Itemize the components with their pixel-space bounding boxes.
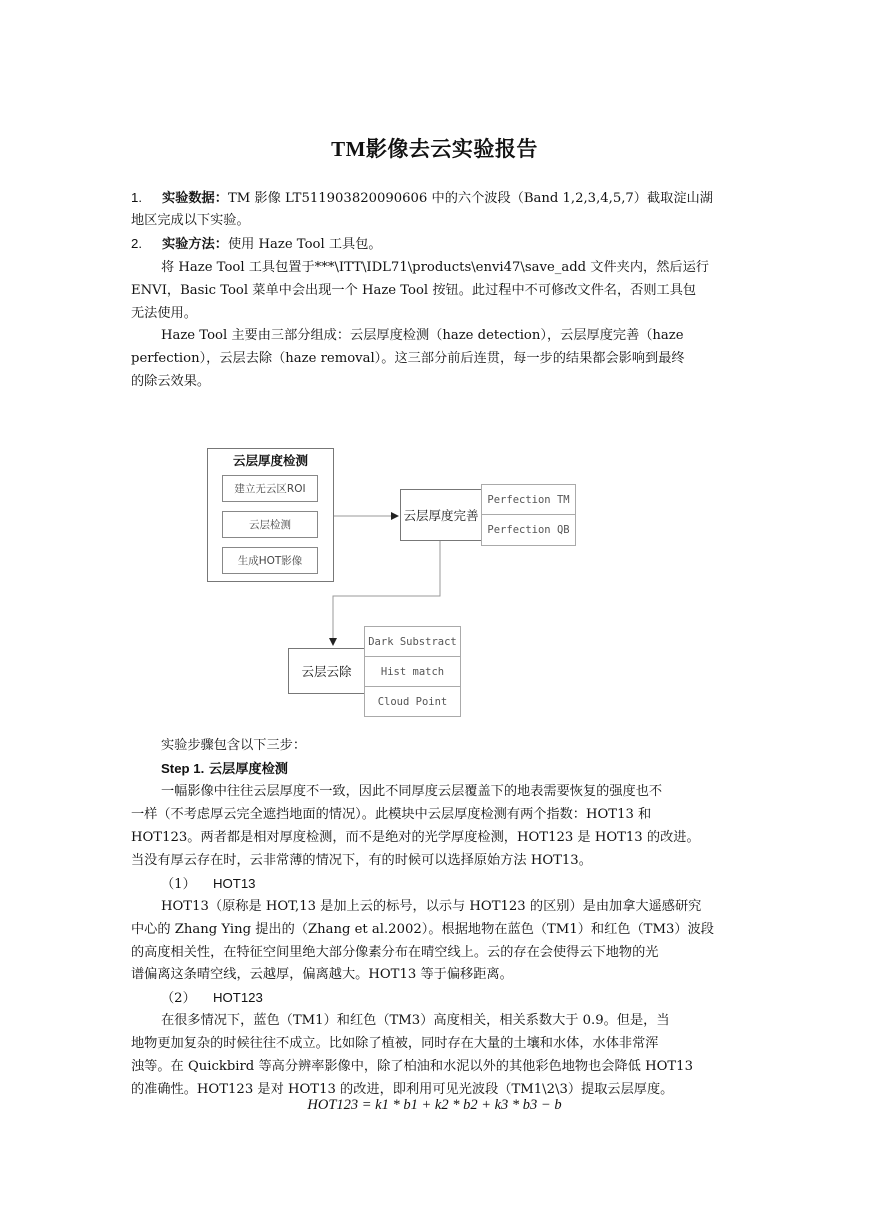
item1-text: TM 影像 LT511903820090606 中的六个波段（Band 1,2,3,4,5,7）截取淀山湖	[227, 191, 713, 206]
hot123-formula: HOT123 = k1 * b1 + k2 * b2 + k3 * b3 − b	[307, 1097, 562, 1113]
sub1-line1: HOT13（原称是 HOT,13 是加上云的标号，以示与 HOT123 的区别）是由加拿大遥感研究	[161, 899, 702, 914]
detection-title: 云层厚度检测	[232, 453, 308, 468]
para1-line2: ENVI，Basic Tool 菜单中会出现一个 Haze Tool 按钮。此过程中不可修改文件名，否则工具包	[131, 283, 697, 298]
sub2-line1: 在很多情况下，蓝色（TM1）和红色（TM3）高度相关，相关系数大于 0.9。但是，当	[161, 1013, 670, 1028]
item1-number: 1.	[131, 190, 142, 205]
para1-line3: 无法使用。	[131, 306, 197, 321]
detection-step-1: 建立无云区ROI	[222, 475, 318, 502]
sub2-heading	[161, 987, 263, 1011]
item2-number: 2.	[131, 236, 142, 251]
removal-title: 云层云除	[301, 664, 352, 679]
steps-intro: 实验步骤包含以下三步：	[161, 738, 307, 753]
sub1-heading	[161, 873, 256, 897]
step1-heading	[131, 758, 738, 782]
report-title: TM影像去云实验报告	[331, 137, 538, 161]
sub1-label: HOT13	[213, 876, 256, 891]
removal-box	[288, 648, 365, 694]
step1-heading-text: 云层厚度检测	[208, 762, 288, 777]
sub2-line3: 浊等。在 Quickbird 等高分辨率影像中，除了柏油和水泥以外的其他彩色地物也会降低 HOT13	[131, 1059, 693, 1074]
sub2-line4: 的准确性。HOT123 是对 HOT13 的改进，即利用可见光波段（TM1\2\3）提取云层厚度。	[131, 1082, 674, 1097]
sub2-line2: 地物更加复杂的时候往往不成立。比如除了植被，同时存在大量的土壤和水体，水体非常浑	[131, 1036, 659, 1051]
step1-para-line4: 当没有厚云存在时，云非常薄的情况下，有的时候可以选择原始方法 HOT13。	[131, 853, 592, 868]
para2-line2: perfection），云层去除（haze removal）。这三部分前后连贯，每一步的结果都会影响到最终	[131, 351, 685, 366]
item1-label: 实验数据：	[162, 191, 228, 206]
perfection-option-2: Perfection QB	[482, 515, 575, 545]
sub2-label: HOT123	[213, 990, 263, 1005]
step1-heading-prefix: Step 1.	[161, 761, 205, 776]
sub2-marker: （2）	[161, 991, 196, 1006]
para1-line1: 将 Haze Tool 工具包置于***\ITT\IDL71\products\envi47\save_add 文件夹内，然后运行	[161, 260, 709, 275]
sub1-line2: 中心的 Zhang Ying 提出的（Zhang et al.2002）。根据地物在蓝色（TM1）和红色（TM3）波段	[131, 922, 714, 937]
sub1-marker: （1）	[161, 877, 196, 892]
para2-line3: 的除云效果。	[131, 374, 211, 389]
step1-para-line1: 一幅影像中往往云层厚度不一致，因此不同厚度云层覆盖下的地表需要恢复的强度也不	[161, 784, 663, 799]
sub1-line3: 的高度相关性，在特征空间里绝大部分像素分布在晴空线上。云的存在会使得云下地物的光	[131, 945, 659, 960]
detection-step-3: 生成HOT影像	[222, 547, 318, 574]
item1-line1	[131, 187, 738, 211]
item2-line	[131, 233, 738, 257]
removal-option-3: Cloud Point	[365, 687, 460, 716]
perfection-box	[400, 489, 482, 541]
item2-text: 使用 Haze Tool 工具包。	[227, 237, 382, 252]
item1-line2: 地区完成以下实验。	[131, 213, 250, 228]
step1-para-line3: HOT123。两者都是相对厚度检测，而不是绝对的光学厚度检测，HOT123 是 HOT13 的改进。	[131, 830, 700, 845]
perfection-option-1: Perfection TM	[482, 485, 575, 515]
para2-line1: Haze Tool 主要由三部分组成：云层厚度检测（haze detection），云层厚度完善（haze	[161, 328, 684, 343]
perfection-title: 云层厚度完善	[403, 508, 479, 523]
detection-step-2: 云层检测	[222, 511, 318, 538]
step1-para-line2: 一样（不考虑厚云完全遮挡地面的情况）。此模块中云层厚度检测有两个指数：HOT13 和	[131, 807, 652, 822]
item2-label: 实验方法：	[162, 237, 228, 252]
removal-option-2: Hist match	[365, 657, 460, 687]
sub1-line4: 谱偏离这条晴空线，云越厚，偏离越大。HOT13 等于偏移距离。	[131, 967, 513, 982]
removal-option-1: Dark Substract	[365, 627, 460, 657]
